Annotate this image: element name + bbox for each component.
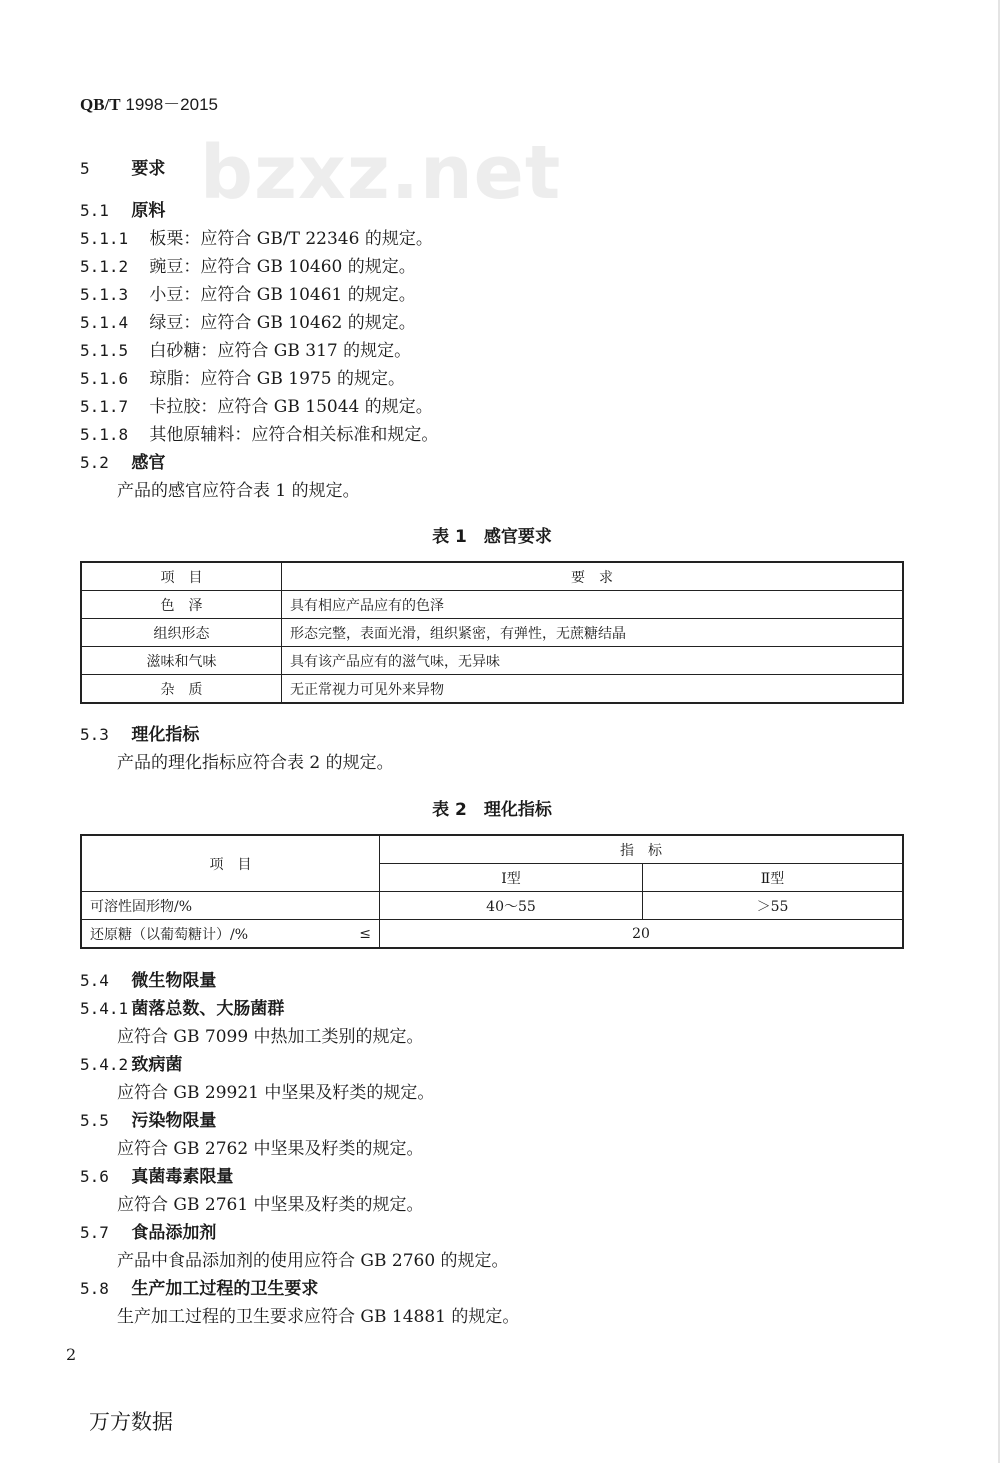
table-header: Ⅰ型 [380, 864, 643, 892]
table-cell: 杂 质 [81, 675, 282, 704]
section-number: 5.1 [80, 201, 109, 220]
section-5-7-heading [80, 1220, 216, 1246]
section-body: 生产加工过程的卫生要求应符合 GB 14881 的规定。 [117, 1307, 520, 1327]
clause-text: 其他原辅料：应符合相关标准和规定。 [149, 425, 439, 445]
table-cell: ＞55 [643, 892, 904, 920]
table-header-row [81, 835, 903, 864]
section-number: 5.6 [80, 1167, 109, 1186]
table-cell: 20 [380, 920, 904, 949]
section-title: 生产加工过程的卫生要求 [131, 1279, 319, 1299]
clause-text: 琼脂：应符合 GB 1975 的规定。 [149, 369, 405, 389]
clause-text: 豌豆：应符合 GB 10460 的规定。 [149, 257, 416, 277]
section-number: 5.4 [80, 971, 109, 990]
table-1-sensory [80, 561, 904, 704]
clause-number: 5.1.2 [80, 257, 129, 276]
clause-number: 5.1.5 [80, 341, 129, 360]
table-row [81, 675, 903, 704]
table-row [81, 920, 903, 949]
section-number: 5.3 [80, 725, 109, 744]
table-row [81, 591, 903, 619]
section-title: 感官 [131, 453, 166, 473]
section-number: 5.4.1 [80, 999, 129, 1018]
table-row [81, 892, 903, 920]
material-item [80, 310, 416, 336]
section-5-5-heading [80, 1108, 216, 1134]
section-5-6-heading [80, 1164, 233, 1190]
section-5-heading [80, 156, 165, 182]
section-body: 产品的感官应符合表 1 的规定。 [117, 481, 360, 501]
material-item [80, 422, 438, 448]
section-body: 应符合 GB 2762 中坚果及籽类的规定。 [117, 1139, 424, 1159]
clause-text: 白砂糖：应符合 GB 317 的规定。 [149, 341, 412, 361]
material-item [80, 366, 405, 392]
clause-number: 5.1.6 [80, 369, 129, 388]
table-header: 项 目 [81, 562, 282, 591]
section-title: 食品添加剂 [131, 1223, 217, 1243]
section-5-2-heading [80, 450, 165, 476]
table-row [81, 619, 903, 647]
clause-number: 5.1.8 [80, 425, 129, 444]
material-item [80, 226, 433, 252]
section-number: 5.4.2 [80, 1055, 129, 1074]
clause-text: 绿豆：应符合 GB 10462 的规定。 [149, 313, 416, 333]
section-body: 应符合 GB 7099 中热加工类别的规定。 [117, 1027, 424, 1047]
section-title: 理化指标 [131, 725, 200, 745]
table-2-physicochemical [80, 834, 904, 949]
clause-number: 5.1.7 [80, 397, 129, 416]
table-header: 指 标 [380, 835, 904, 864]
table-cell: 具有该产品应有的滋气味，无异味 [282, 647, 904, 675]
clause-text: 卡拉胶：应符合 GB 15044 的规定。 [149, 397, 433, 417]
section-5-4-heading [80, 968, 216, 994]
section-5-4-2-heading [80, 1052, 182, 1078]
section-title: 致病菌 [131, 1055, 183, 1075]
table-cell: 组织形态 [81, 619, 282, 647]
table-1-caption: 表 1 感官要求 [432, 527, 552, 547]
clause-text: 板栗：应符合 GB/T 22346 的规定。 [149, 229, 433, 249]
section-5-8-heading [80, 1276, 318, 1302]
section-5-3-heading [80, 722, 199, 748]
table-cell: 形态完整，表面光滑，组织紧密，有弹性，无蔗糖结晶 [282, 619, 904, 647]
table-2-caption: 表 2 理化指标 [432, 800, 552, 820]
table-cell: 可溶性固形物/% [81, 892, 380, 920]
table-header: 项 目 [81, 835, 380, 892]
page-number: 2 [66, 1345, 77, 1364]
clause-text: 小豆：应符合 GB 10461 的规定。 [149, 285, 416, 305]
section-number: 5 [80, 159, 90, 178]
section-title: 微生物限量 [131, 971, 217, 991]
material-item [80, 338, 411, 364]
clause-number: 5.1.3 [80, 285, 129, 304]
material-item [80, 282, 416, 308]
section-5-1-heading [80, 198, 165, 224]
section-number: 5.5 [80, 1111, 109, 1130]
item-label: 还原糖（以葡萄糖计）/% [90, 926, 249, 943]
section-body: 产品中食品添加剂的使用应符合 GB 2760 的规定。 [117, 1251, 509, 1271]
table-cell [81, 920, 380, 949]
clause-number: 5.1.4 [80, 313, 129, 332]
standard-code: QB/T [80, 95, 121, 114]
section-title: 污染物限量 [131, 1111, 217, 1131]
standard-number: 1998－2015 [125, 95, 218, 114]
section-number: 5.8 [80, 1279, 109, 1298]
table-cell: 具有相应产品应有的色泽 [282, 591, 904, 619]
comparison-operator: ≤ [359, 925, 371, 942]
table-header: 要 求 [282, 562, 904, 591]
section-title: 要求 [131, 159, 166, 179]
table-cell: 40～55 [380, 892, 643, 920]
section-title: 菌落总数、大肠菌群 [131, 999, 285, 1019]
section-number: 5.2 [80, 453, 109, 472]
clause-number: 5.1.1 [80, 229, 129, 248]
section-body: 产品的理化指标应符合表 2 的规定。 [117, 753, 394, 773]
section-title: 原料 [131, 201, 166, 221]
footer-brand: 万方数据 [89, 1410, 173, 1434]
table-cell: 色 泽 [81, 591, 282, 619]
section-body: 应符合 GB 29921 中坚果及籽类的规定。 [117, 1083, 435, 1103]
table-cell: 滋味和气味 [81, 647, 282, 675]
material-item [80, 254, 416, 280]
section-title: 真菌毒素限量 [131, 1167, 234, 1187]
table-header-row [81, 562, 903, 591]
section-body: 应符合 GB 2761 中坚果及籽类的规定。 [117, 1195, 424, 1215]
standard-header [80, 90, 218, 115]
table-header: Ⅱ型 [643, 864, 904, 892]
section-5-4-1-heading [80, 996, 284, 1022]
table-row [81, 647, 903, 675]
material-item [80, 394, 433, 420]
section-number: 5.7 [80, 1223, 109, 1242]
table-cell: 无正常视力可见外来异物 [282, 675, 904, 704]
watermark: bzxz.net [200, 130, 562, 216]
